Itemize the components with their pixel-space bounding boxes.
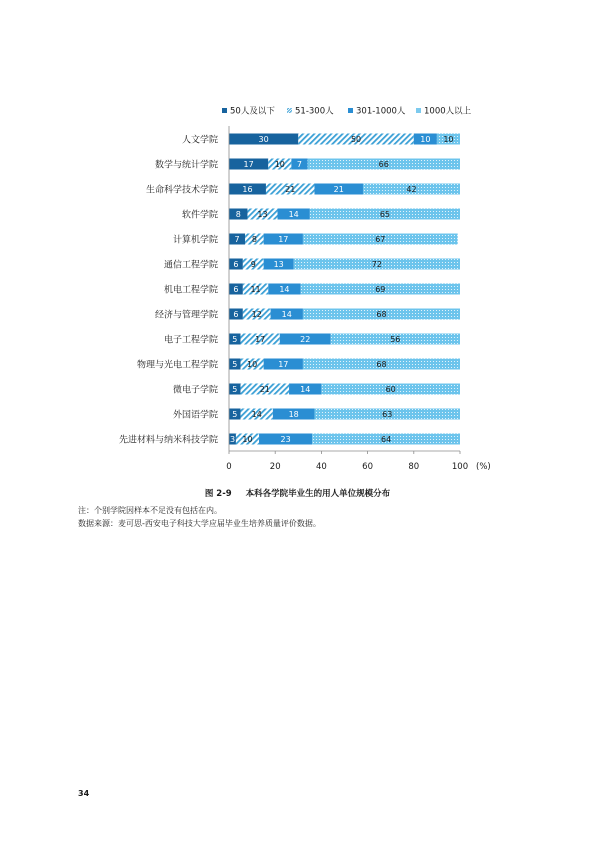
x-tick-label: 60 [362,462,374,472]
bar-value-label: 6 [233,310,239,319]
bar-value-label: 69 [375,285,386,294]
bar-value-label: 5 [232,410,238,419]
legend-swatch [222,108,227,113]
note-sample: 注：个别学院因样本不足没有包括在内。 [78,506,222,515]
x-tick-label: 20 [269,462,281,472]
legend-swatch [287,108,292,113]
bar-value-label: 7 [296,160,303,169]
legend-label: 50人及以下 [230,106,275,117]
legend-label: 301-1000人 [356,106,406,117]
category-label: 软件学院 [181,210,218,221]
bar-value-label: 3 [230,435,236,444]
bar-value-label: 10 [247,360,258,369]
category-label: 经济与管理学院 [154,310,218,321]
category-label: 物理与光电工程学院 [136,360,218,371]
bar-value-label: 17 [243,160,254,169]
category-label: 电子工程学院 [163,335,218,346]
legend-swatch [348,108,353,113]
figure-caption [0,487,595,499]
bar-value-label: 16 [242,185,253,194]
bar-value-label: 67 [375,235,386,244]
category-label: 生命科学技术学院 [145,185,218,196]
bar-value-label: 9 [250,260,256,269]
bar-value-label: 6 [233,260,239,269]
bar-value-label: 14 [300,385,311,394]
bar-value-label: 6 [233,285,239,294]
category-labels [119,134,218,446]
category-label: 人文学院 [181,135,218,146]
bar-value-label: 5 [232,335,238,344]
x-axis-unit: (%) [476,462,491,472]
bar-value-label: 14 [251,410,262,419]
bar-value-label: 22 [300,335,311,344]
page-number: 34 [78,789,90,798]
bar-value-label: 30 [258,135,269,144]
category-label: 先进材料与纳米科技学院 [118,435,218,446]
bar-value-label: 10 [420,135,431,144]
bar-value-label: 65 [379,210,391,219]
category-label: 通信工程学院 [163,260,218,271]
bar-value-label: 10 [443,135,454,144]
bar-value-label: 68 [376,310,387,319]
bar-value-label: 10 [274,160,285,169]
bar-value-label: 13 [273,260,284,269]
bar-value-label: 14 [288,210,299,219]
bar-value-label: 11 [250,285,261,294]
bar-value-label: 42 [406,185,417,194]
bar-value-label: 72 [371,260,382,269]
category-label: 微电子学院 [172,385,218,396]
x-tick-label: 40 [315,462,327,472]
bar-value-label: 21 [333,185,344,194]
legend-label: 51-300人 [295,106,334,117]
bar-value-label: 14 [279,285,290,294]
bar-value-label: 64 [380,435,392,444]
bar-value-label: 21 [285,185,296,194]
bar-value-label: 8 [235,210,241,219]
bar-value-label: 5 [232,385,238,394]
category-label: 计算机学院 [172,235,218,246]
category-label: 机电工程学院 [163,285,218,296]
bar-value-label: 7 [234,235,240,244]
x-axis [226,126,490,472]
bar-value-label: 8 [251,235,257,244]
chart-legend [222,106,472,117]
bar-value-label: 63 [382,410,393,419]
category-label: 数学与统计学院 [154,160,218,171]
bar-value-label: 56 [390,335,401,344]
bar-value-label: 12 [251,310,262,319]
bar-value-label: 23 [280,435,291,444]
bar-value-label: 17 [255,335,266,344]
bar-value-label: 66 [378,160,389,169]
category-label: 外国语学院 [172,410,218,421]
bars-group [229,134,460,445]
figure-title: 本科各学院毕业生的用人单位规模分布 [245,489,391,499]
x-tick-label: 0 [226,462,232,472]
bar-value-label: 21 [259,385,270,394]
bar-value-label: 60 [385,385,396,394]
x-tick-label: 80 [408,462,420,472]
bar-value-label: 5 [232,360,238,369]
bar-value-label: 50 [350,135,362,144]
x-tick-label: 100 [451,462,469,472]
bar-value-label: 68 [376,360,387,369]
note-source: 数据来源：麦可思-西安电子科技大学应届毕业生培养质量评价数据。 [78,519,321,528]
legend-swatch [416,108,421,113]
bar-value-label: 14 [281,310,292,319]
bar-value-label: 17 [278,235,289,244]
bar-value-label: 18 [288,410,299,419]
figure-number: 图 2-9 [204,489,232,499]
bar-value-label: 10 [242,435,253,444]
bar-value-label: 17 [278,360,289,369]
legend-label: 1000人以上 [424,106,472,117]
bar-value-label: 13 [257,210,268,219]
